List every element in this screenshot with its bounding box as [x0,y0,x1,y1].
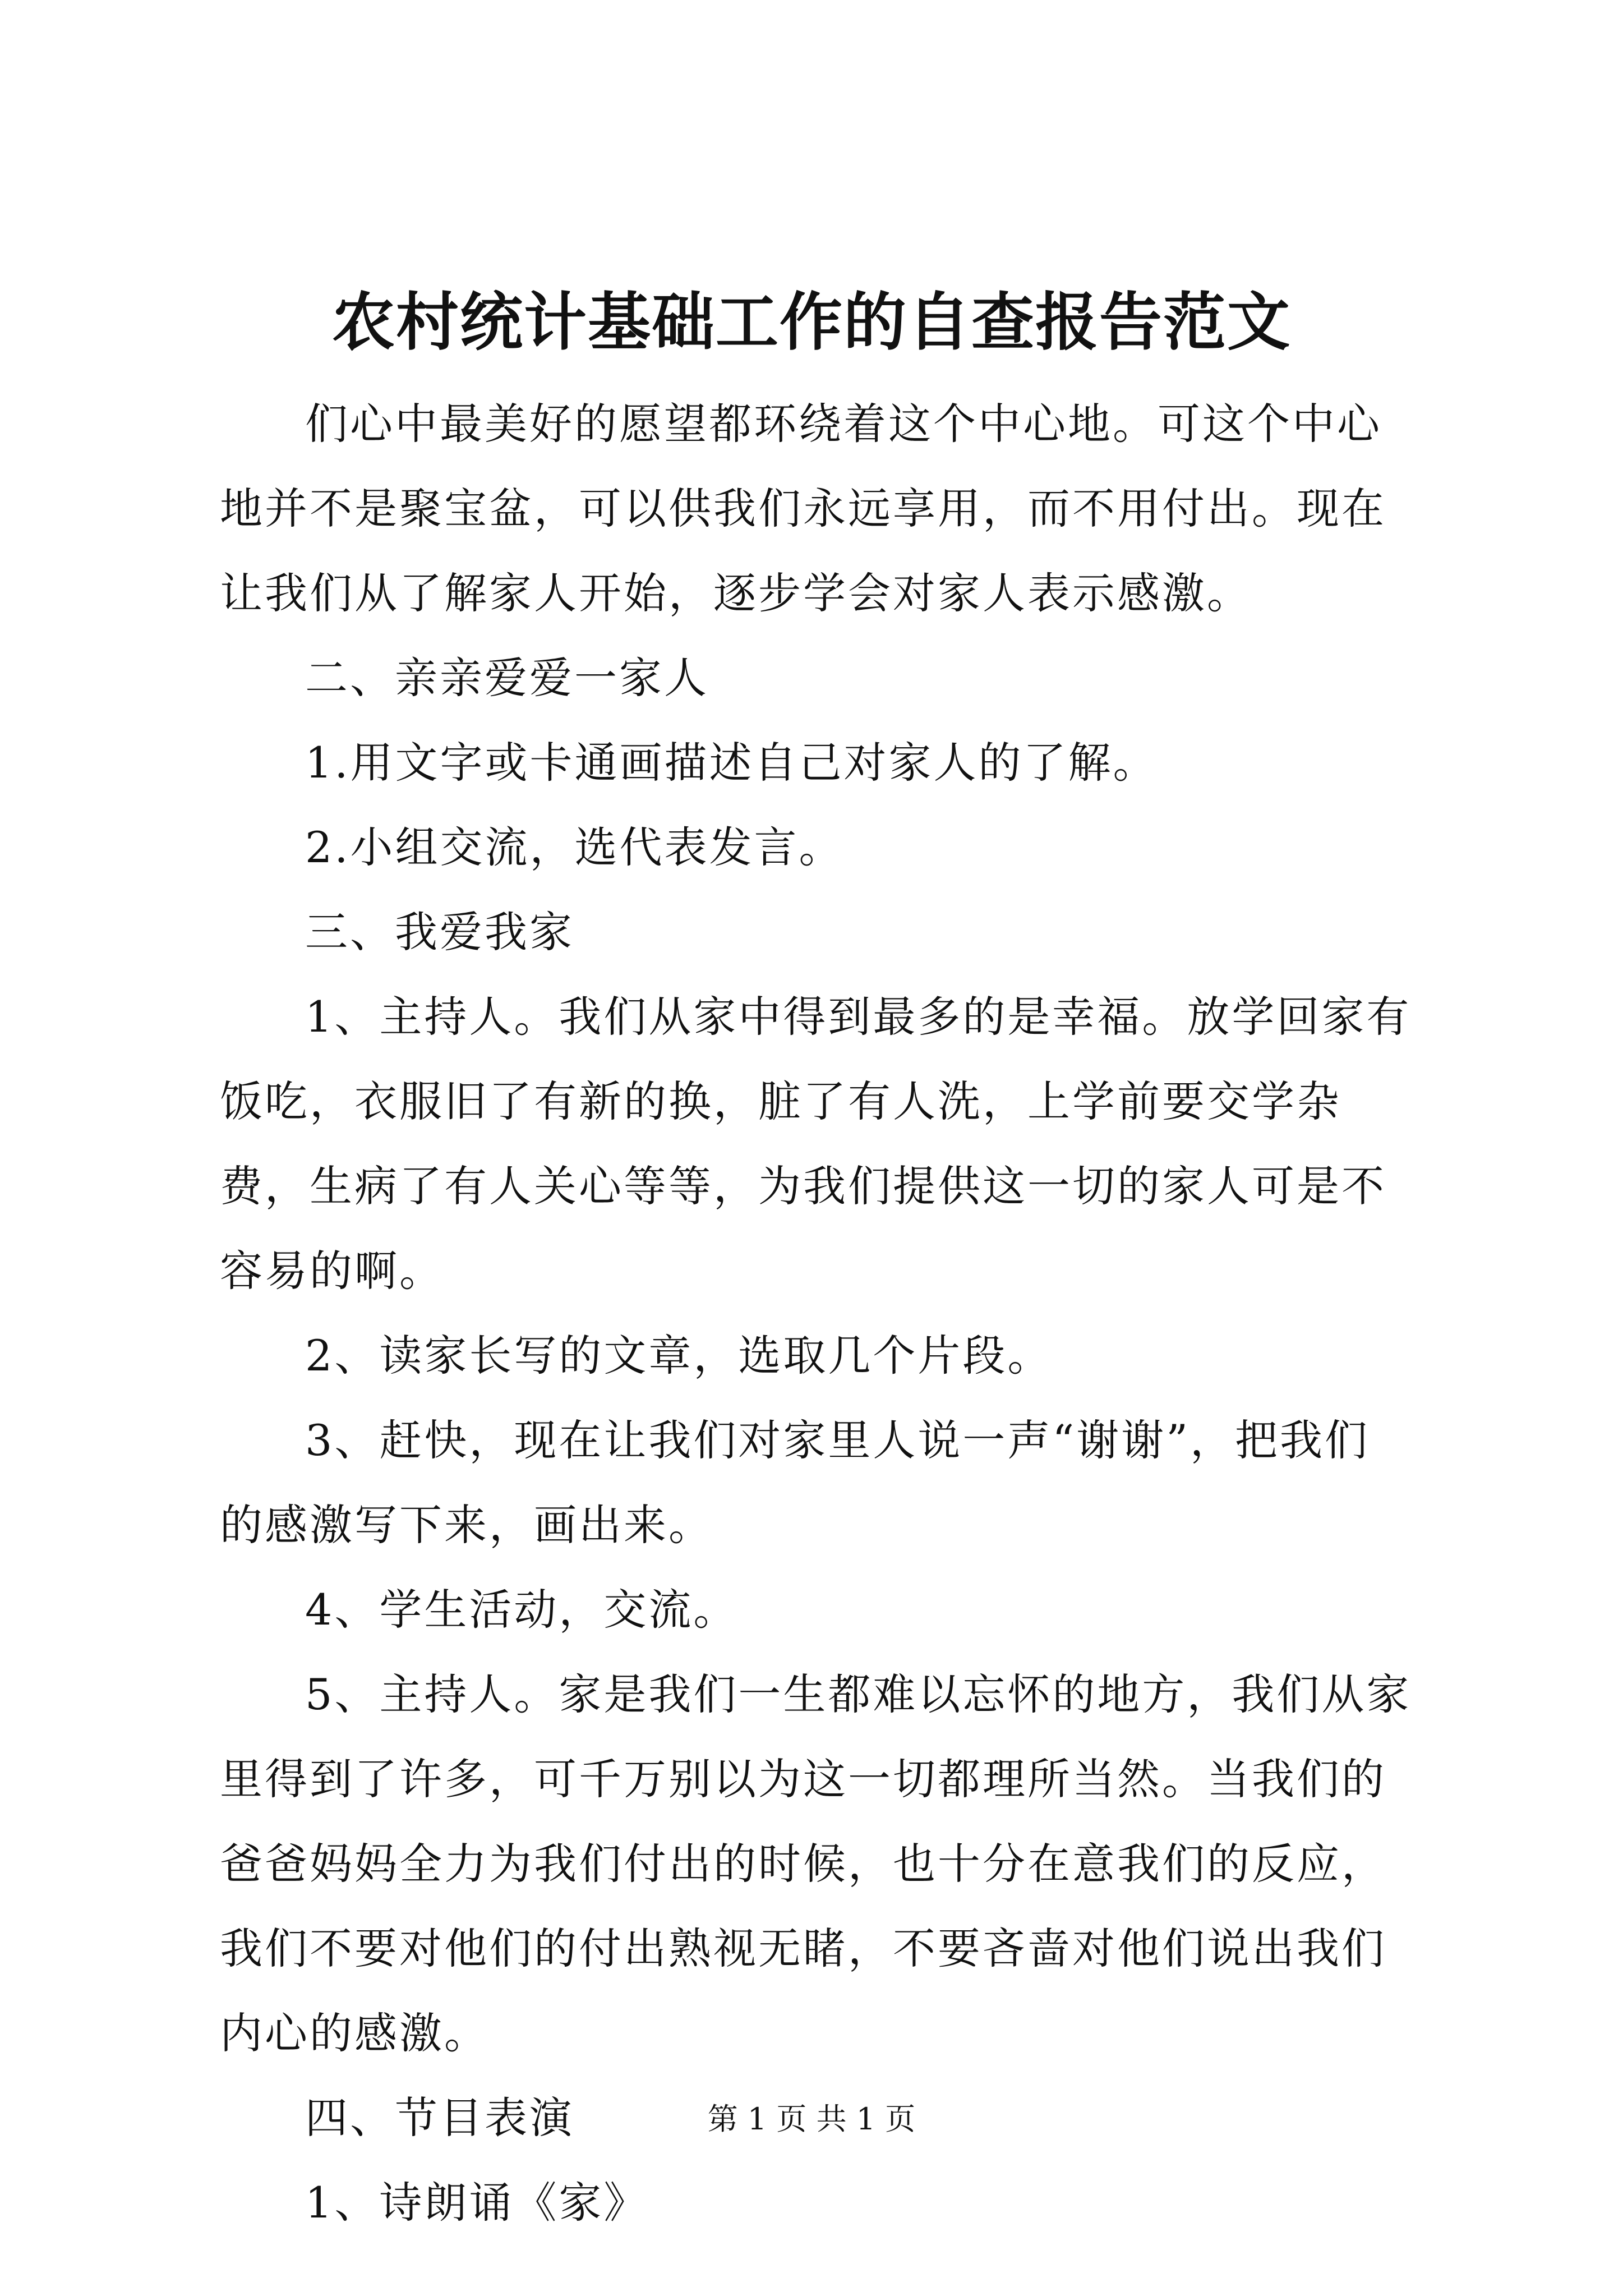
paragraph: 们心中最美好的愿望都环绕着这个中心地。可这个中心地并不是聚宝盆，可以供我们永远享用，而不用付出。现在让我们从了解家人开始，逐步学会对家人表示感激。 [220,399,1386,618]
document-title: 农村统计基础工作的自查报告范文 [332,286,1291,359]
list-item: 4、学生活动，交流。 [305,1585,739,1635]
section-heading: 三、我爱我家 [305,907,574,957]
list-item: 2、读家长写的文章，选取几个片段。 [305,1331,1053,1381]
document-body [220,381,1414,2245]
list-item: 2.小组交流，选代表发言。 [305,822,844,872]
list-item: 1、主持人。我们从家中得到最多的是幸福。放学回家有饭吃，衣服旧了有新的换，脏了有人洗，上学前要交学杂费，生病了有人关心等等，为我们提供这一切的家人可是不容易的啊。 [220,992,1412,1296]
list-item: 5、主持人。家是我们一生都难以忘怀的地方，我们从家里得到了许多，可千万别以为这一切都理所当然。当我们的爸爸妈妈全力为我们付出的时候，也十分在意我们的反应，我们不要对他们的付出熟视无睹，不要吝啬对他们说出我们内心的感激。 [220,1669,1412,2058]
list-item: 1、诗朗诵《家》 [305,2178,649,2228]
section-heading: 二、亲亲爱爱一家人 [305,653,709,703]
list-item: 3、赶快，现在让我们对家里人说一声“谢谢”，把我们的感激写下来，画出来。 [220,1415,1370,1550]
list-item: 1.用文字或卡通画描述自己对家人的了解。 [305,738,1158,788]
section-heading: 四、节目表演 [305,2093,574,2143]
page-footer: 第 1 页 共 1 页 [707,2101,916,2137]
